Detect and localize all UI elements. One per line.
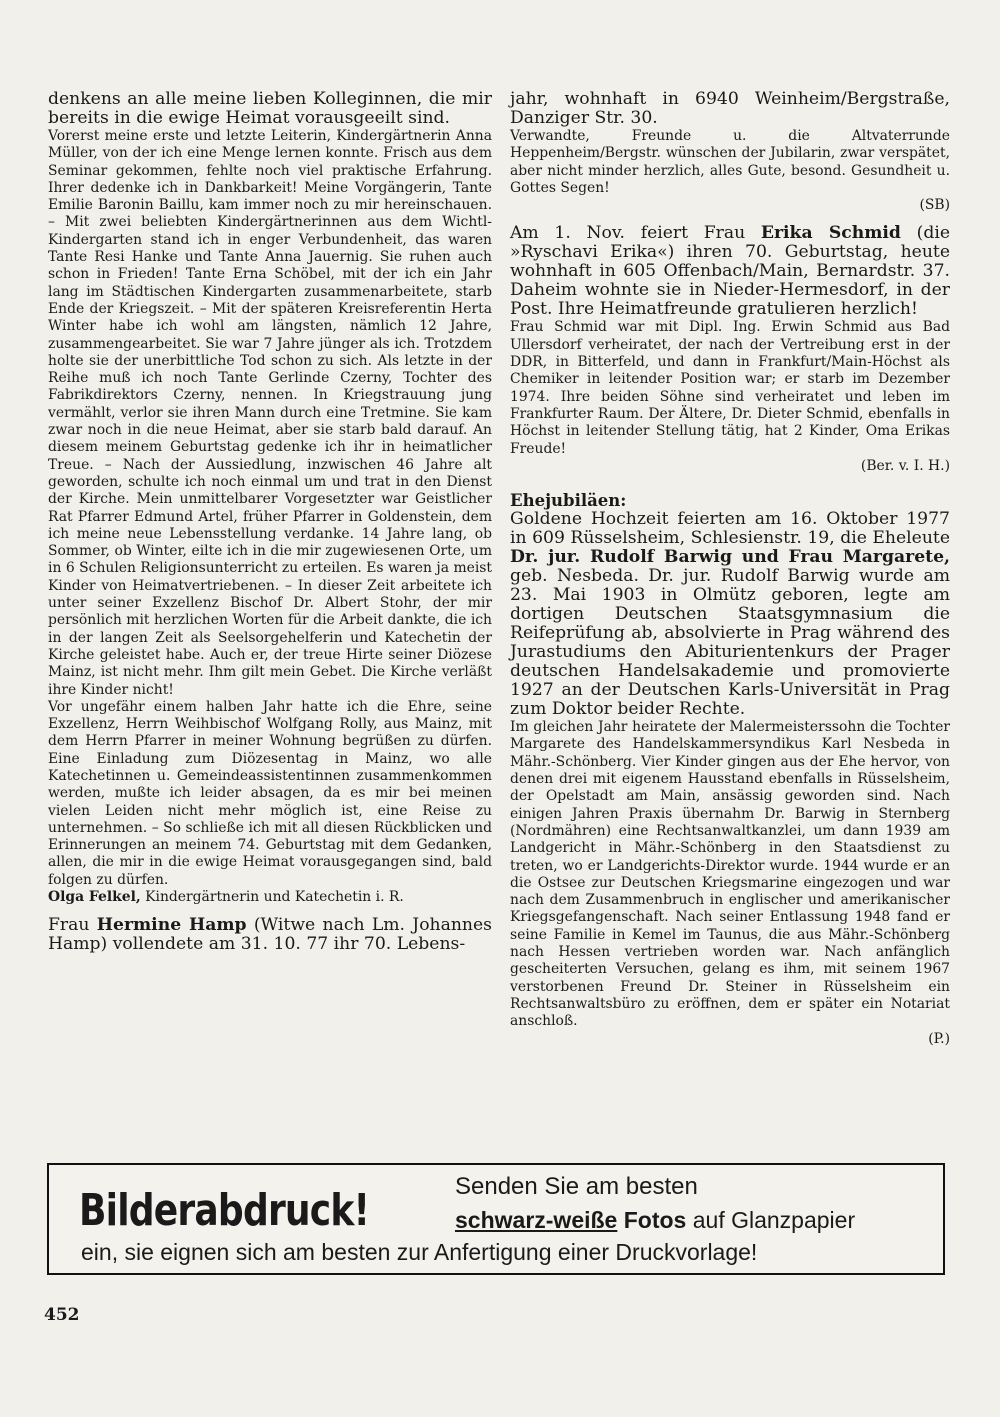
right-column	[510, 90, 950, 1048]
hamp-continuation: jahr, wohnhaft in 6940 Weinheim/Bergstraße, Danziger Str. 30.	[510, 89, 950, 128]
page-number: 452	[44, 1305, 80, 1325]
felkel-paragraph-2: Vor ungefähr einem halben Jahr hatte ich die Ehre, seine Exzellenz, Herrn Weihbischof Wolfgang Rolly, aus Mainz, mit dem Herrn Pfarrer in meiner Wohnung begrüßen zu dürfen. Eine Einladung zum Diözesentag in Mainz, wo alle Katechetinnen u. Gemeindeassistentinnen zusammenkommen werden, mußte ich leider absagen, da es mir bei meinen vielen Leiden nicht mehr möglich ist, eine Reise zu unternehmen. – So schließe ich mit all diesen Rückblicken und Erinnerungen an meinem 74. Geburtstag mit dem Gedanken, allen, die mir in die ewige Heimat vorausgegangen sind, bald folgen zu dürfen.	[48, 698, 492, 888]
signature-name: Olga Felkel,	[48, 889, 141, 906]
barwig-note: Im gleichen Jahr heiratete der Malermeisterssohn die Tochter Margarete des Handelskammersyndikus Karl Nesbeda in Mähr.-Schönberg. Vier Kinder gingen aus der Ehe hervor, von denen drei mit eigenem Hausstand ebenfalls in Rüsselsheim, der Opelstadt am Main, ansässig geworden sind. Nach einigen Jahren Praxis übernahm Dr. Barwig in Sternberg (Nordmähren) eine Rechtsanwaltkanzlei, um dann 1939 am Landgericht in Mähr.-Schönberg in den Staatsdienst zu treten, wo er Landgerichts-Direktor wurde. 1944 wurde er an die Ostsee zur Deutschen Kriegsmarine eingezogen und war nach dem Zusammenbruch in englischer und amerikanischer Kriegsgefangenschaft. Nach seiner Entlassung 1948 fand er seine Familie in Kemel im Taunus, die aus Mähr.-Schönberg nach Hessen vertrieben worden war. Nach anfänglich gescheiterten Versuchen, gelang es ihm, mit seinem 1967 verstorbenen Freund Dr. Steiner in Rüsselsheim ein Rechtsanwaltsbüro zu eröffnen, dem er später ein Notariat anschloß.	[510, 719, 950, 1030]
felkel-signature	[48, 889, 492, 906]
advert-bw-emphasis: schwarz-weiße	[455, 1207, 618, 1233]
hamp-prefix: Frau	[48, 915, 97, 936]
advert-line-1: Senden Sie am besten	[455, 1173, 698, 1200]
barwig-announcement	[510, 510, 950, 719]
advert-line-3: ein, sie eignen sich am besten zur Anfertigung einer Druckvorlage!	[81, 1239, 758, 1265]
advert-fotos: Fotos	[617, 1207, 687, 1233]
hamp-text: (Witwe nach Lm. Johannes Hamp) vollendete am 31. 10. 77 ihr 70. Lebens-	[48, 915, 492, 955]
schmid-announcement	[510, 224, 950, 319]
photo-print-advert	[47, 1163, 945, 1275]
left-column	[48, 90, 492, 954]
advert-line-2	[455, 1207, 855, 1234]
intro-paragraph: denkens an alle meine lieben Kolleginnen, die mir bereits in die ewige Heimat vorausgeeilt sind.	[48, 89, 492, 128]
schmid-source: (Ber. v. I. H.)	[860, 457, 950, 474]
barwig-names: Dr. jur. Rudolf Barwig und Frau Margarete,	[510, 547, 950, 568]
hamp-announcement	[48, 916, 492, 954]
schmid-text: (die »Ryschavi Erika«) ihren 70. Geburtstag, heute wohnhaft in 605 Offenbach/Main, Bernardstr. 37. Daheim wohnte sie in Nieder-Hermesdorf, in der Post. Ihre Heimatfreunde gratulieren herzlich!	[510, 223, 951, 320]
hamp-source: (SB)	[919, 197, 950, 214]
barwig-prefix: Goldene Hochzeit feierten am 16. Oktober 1977 in 609 Rüsselsheim, Schlesienstr. 19, die Eheleute	[510, 509, 950, 549]
schmid-note: Frau Schmid war mit Dipl. Ing. Erwin Schmid aus Bad Ullersdorf verheiratet, der nach der Vertreibung erst in der DDR, in Bitterfeld, und dann in Frankfurt/Main-Höchst als Chemiker in leitender Position war; er starb im Dezember 1974. Ihre beiden Söhne sind verheiratet und leben im Frankfurter Raum. Der Ältere, Dr. Dieter Schmid, ebenfalls in Höchst in leitender Stellung tätig, hat 2 Kinder, Oma Erikas Freude!	[510, 319, 950, 457]
schmid-prefix: Am 1. Nov. feiert Frau	[510, 223, 761, 244]
advert-headline: Bilderabdruck!	[79, 1185, 370, 1236]
hamp-note: Verwandte, Freunde u. die Altvaterrunde Heppenheim/Bergstr. wünschen der Jubilarin, zwar verspätet, aber nicht minder herzlich, alles Gute, besond. Gesundheit u. Gottes Segen!	[510, 128, 950, 196]
hamp-name: Hermine Hamp	[96, 915, 247, 936]
ehejubilaeen-heading: Ehejubiläen:	[510, 491, 627, 511]
felkel-paragraph-1: Vorerst meine erste und letzte Leiterin, Kindergärtnerin Anna Müller, von der ich eine Menge lernen konnte. Frisch aus dem Seminar gekommen, fehlte noch viel praktische Erfahrung. Ihrer dedenke ich in Dankbarkeit! Meine Vorgängerin, Tante Emilie Baronin Baillu, kam immer noch zu mir hereinschauen. – Mit zwei beliebten Kindergärtnerinnen aus dem Wichtl-Kindergarten stand ich in enger Verbundenheit, das waren Tante Resi Hanke und Tante Anna Jauernig. Sie ruhen auch schon in Frieden! Tante Erna Schöbel, mit der ich ein Jahr lang im Städtischen Kindergarten zusammenarbeitete, starb Ende der Kriegszeit. – Mit der späteren Kreisreferentin Herta Winter habe ich wohl am längsten, nämlich 12 Jahre, zusammengearbeitet. Sie war 7 Jahre jünger als ich. Trotzdem holte sie der unerbittliche Tod schon zu sich. Als letzte in der Reihe muß ich noch Tante Gerlinde Czerny, Tochter des Fabrikdirektors Czerny, nennen. In Kriegstrauung jung vermählt, verlor sie ihren Mann durch eine Tretmine. Sie kam zwar noch in die neue Heimat, aber sie starb bald darauf. An diesem meinem Geburtstag gedenke ich ihr in heimatlicher Treue. – Nach der Aussiedlung, inzwischen 46 Jahre alt geworden, schulte ich noch einmal um und trat in den Dienst der Kirche. Mein unmittelbarer Vorgesetzter war Geistlicher Rat Pfarrer Edmund Artel, früher Pfarrer in Goldenstein, dem ich meine neue Lebensstellung verdanke. 14 Jahre lang, ob Sommer, ob Winter, eilte ich in die mir zugewiesenen Orte, um in 6 Schulen Religionsunterricht zu erteilen. Es waren ja meist Kinder von Heimatvertriebenen. – In dieser Zeit arbeitete ich unter seiner Exzellenz Bischof Dr. Albert Stohr, der mir persönlich mit herzlichen Worten für die Arbeit dankte, die ich in der langen Zeit als Seelsorgehelferin und Katechetin der Kirche geleistet habe. Auch er, der treue Hirte seiner Diözese Mainz, ist nicht mehr. Ihm gilt mein Gebet. Die Kirche verläßt ihre Kinder nicht!	[48, 128, 492, 698]
advert-glossy: auf Glanzpapier	[686, 1207, 856, 1233]
barwig-source: (P.)	[928, 1030, 950, 1047]
barwig-text: geb. Nesbeda. Dr. jur. Rudolf Barwig wurde am 23. Mai 1903 in Olmütz geboren, legte am dortigen Deutschen Staatsgymnasium die Reifeprüfung ab, absolvierte in Prag während des Jurastudiums den Abiturientenkurs der Prager deutschen Handelsakademie und promovierte 1927 an der Deutschen Karls-Universität in Prag zum Doktor beider Rechte.	[510, 566, 950, 720]
signature-title: Kindergärtnerin und Katechetin i. R.	[140, 889, 404, 906]
schmid-name: Erika Schmid	[760, 223, 901, 244]
